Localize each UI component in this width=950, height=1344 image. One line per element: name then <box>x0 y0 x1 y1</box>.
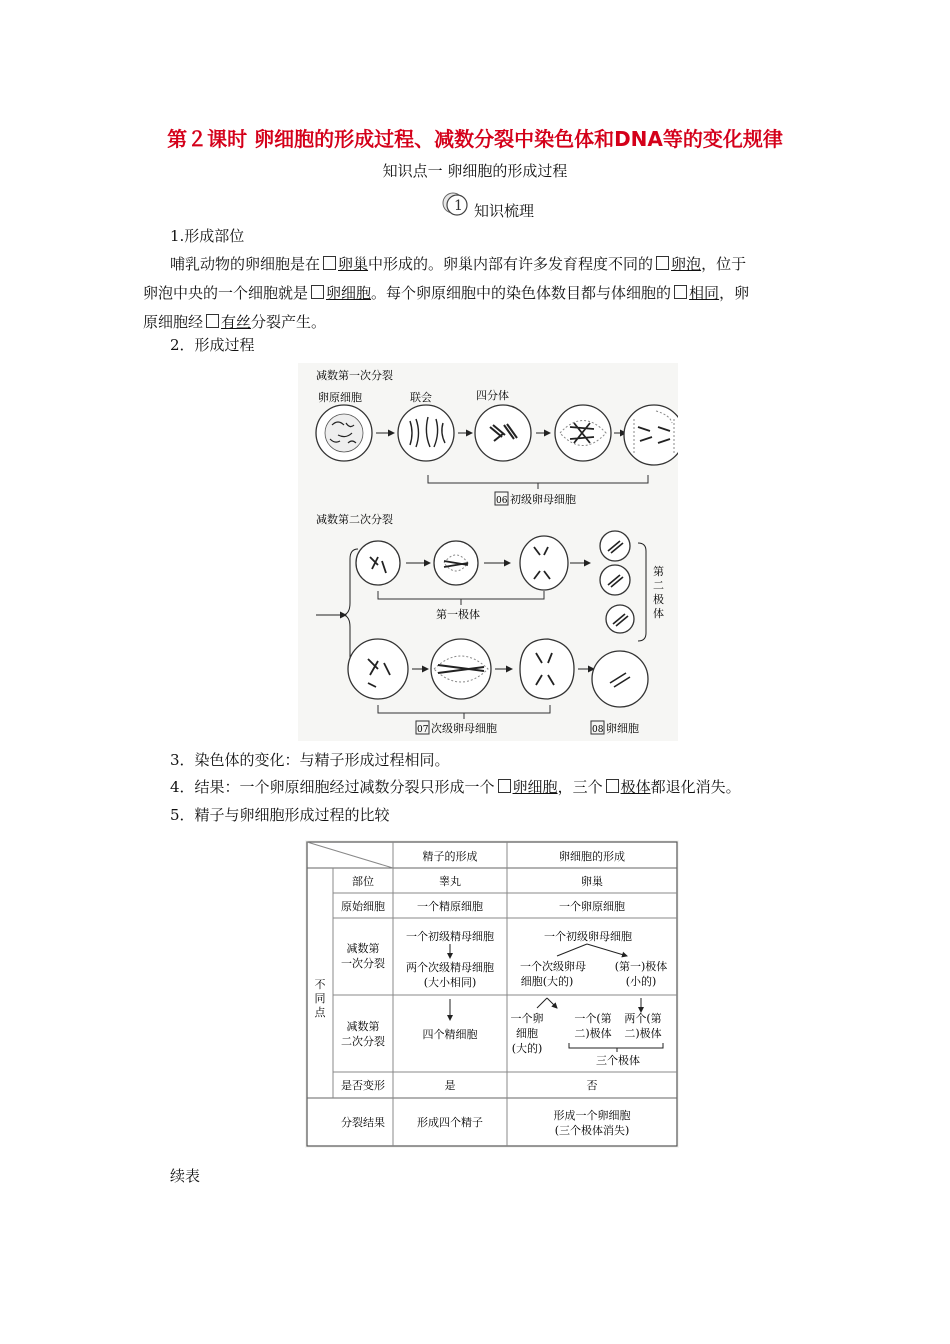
cell-secondary-oocyte <box>348 639 408 699</box>
tetrad-label: 四分体 <box>476 389 509 402</box>
cell-m2-egg-e: 二)极体 <box>574 1027 612 1040</box>
section-heading: 知识点一 卵细胞的形成过程 <box>382 162 568 180</box>
row-deform: 是否变形 <box>341 1079 385 1092</box>
cell-m1-egg-e: (小的) <box>625 975 657 988</box>
continued-label: 续表 <box>170 1167 201 1185</box>
bracket2-number: 07 <box>417 725 429 735</box>
blank-box-icon <box>498 779 511 793</box>
blank-box-icon <box>606 779 619 793</box>
page-title: 第２课时 卵细胞的形成过程、减数分裂中染色体和DNA等的变化规律 <box>167 127 783 151</box>
bracket1-number: 06 <box>496 496 508 506</box>
cell-metaphase1 <box>555 405 611 461</box>
col-sperm: 精子的形成 <box>422 850 478 863</box>
cell-deform-egg: 否 <box>586 1079 598 1092</box>
cell-m2-egg-h: 三个极体 <box>596 1054 640 1067</box>
cell-synapsis <box>398 405 454 461</box>
cell-result-sperm: 形成四个精子 <box>417 1116 483 1129</box>
stage2-label: 减数第二次分裂 <box>316 513 393 526</box>
blank-box-icon <box>311 285 324 299</box>
oogonium-label: 卵原细胞 <box>318 391 362 404</box>
cell-anaphase1 <box>624 405 678 465</box>
answer-ovary: 卵巢 <box>338 255 369 273</box>
cell-deform-sperm: 是 <box>444 1079 456 1092</box>
badge-number: 1 <box>454 198 463 214</box>
item1-heading: 1.形成部位 <box>170 227 245 245</box>
item5: 5．精子与卵细胞形成过程的比较 <box>170 806 390 824</box>
synapsis-label: 联会 <box>410 391 432 404</box>
item3: 3．染色体的变化：与精子形成过程相同。 <box>170 751 450 769</box>
circle-number-icon <box>440 192 474 216</box>
cell-second-polar-a <box>600 531 630 561</box>
col-egg: 卵细胞的形成 <box>559 850 625 863</box>
cell-m2-egg-c: (大的) <box>511 1042 543 1055</box>
cell-m1-egg-a: 一个初级卵母细胞 <box>544 930 632 943</box>
row-site: 部位 <box>352 875 374 888</box>
cell-m2-sperm: 四个精细胞 <box>422 1028 478 1041</box>
cell-m1-egg-b: 一个次级卵母 <box>520 960 586 973</box>
cell-m2-egg-f: 两个(第 <box>624 1012 662 1025</box>
blank-box-icon <box>674 285 687 299</box>
stage1-label: 减数第一次分裂 <box>316 369 393 382</box>
cell-m2-egg-g: 二)极体 <box>624 1027 662 1040</box>
row-result: 分裂结果 <box>341 1116 385 1129</box>
second-polar-label-1: 第 <box>653 565 664 578</box>
cell-secondary-metaphase <box>431 639 491 699</box>
cell-oogonium <box>316 405 372 461</box>
answer-egg-cell: 卵细胞 <box>512 778 558 796</box>
cell-polar1-metaphase <box>434 541 478 585</box>
second-polar-label-4: 体 <box>653 607 664 620</box>
cell-egg <box>592 651 648 707</box>
row-meiosis2-a: 减数第 <box>346 1020 380 1033</box>
cell-site-sperm: 睾丸 <box>439 875 461 888</box>
primary-oocyte-label: 初级卵母细胞 <box>510 493 576 506</box>
egg-label: 卵细胞 <box>606 722 639 735</box>
row-meiosis2-b: 二次分裂 <box>341 1035 385 1048</box>
badge-label: 知识梳理 <box>474 202 535 220</box>
row-meiosis1-a: 减数第 <box>346 942 380 955</box>
cell-m1-sperm-a: 一个初级精母细胞 <box>406 930 494 943</box>
cell-orig-egg: 一个卵原细胞 <box>559 900 625 913</box>
answer-egg: 卵细胞 <box>326 284 372 302</box>
answer-polar-body: 极体 <box>620 778 651 796</box>
comparison-table <box>305 840 679 1148</box>
cell-result-egg-a: 形成一个卵细胞 <box>553 1109 631 1122</box>
answer-same: 相同 <box>689 284 720 302</box>
blank-box-icon <box>206 314 219 328</box>
item1-paragraph: 哺乳动物的卵细胞是在 卵巢中形成的。卵巢内部有许多发育程度不同的 卵泡，位于 卵泡中央的一个细胞就是 卵细胞。每个卵原细胞中的染色体数目都与体细胞的 相同，卵 原细胞经 有丝分裂产生。 <box>143 255 750 331</box>
group-label-2: 同 <box>314 992 326 1005</box>
cell-result-egg-b: (三个极体消失) <box>554 1124 630 1137</box>
answer-follicle: 卵泡 <box>671 255 702 273</box>
cell-secondary-anaphase <box>520 639 574 699</box>
item2-heading: 2．形成过程 <box>170 336 255 354</box>
blank-box-icon <box>323 256 336 270</box>
second-polar-label-2: 二 <box>653 579 664 592</box>
cell-second-polar-c <box>606 605 634 633</box>
row-meiosis1-b: 一次分裂 <box>341 957 385 970</box>
cell-m1-egg-d: (第一)极体 <box>614 960 668 973</box>
second-polar-label-3: 极 <box>653 593 664 606</box>
oogenesis-diagram <box>298 363 678 741</box>
cell-m2-egg-b: 细胞 <box>516 1027 538 1040</box>
answer-mitosis: 有丝 <box>221 313 252 331</box>
cell-m1-egg-c: 细胞(大的) <box>520 975 574 988</box>
group-label-3: 点 <box>314 1006 326 1019</box>
secondary-oocyte-label: 次级卵母细胞 <box>431 722 497 735</box>
cell-orig-sperm: 一个精原细胞 <box>417 900 483 913</box>
cell-polar1-anaphase <box>520 536 568 590</box>
cell-tetrad <box>475 405 531 461</box>
blank-box-icon <box>656 256 669 270</box>
first-polar-label: 第一极体 <box>436 608 480 621</box>
cell-m2-egg-a: 一个卵 <box>510 1012 544 1025</box>
cell-m1-sperm-c: (大小相同) <box>423 976 477 989</box>
group-label-1: 不 <box>314 978 326 991</box>
cell-m1-sperm-b: 两个次级精母细胞 <box>406 961 494 974</box>
cell-second-polar-b <box>600 565 630 595</box>
item4: 4．结果：一个卵原细胞经过减数分裂只形成一个 卵细胞，三个 极体都退化消失。 <box>170 778 741 796</box>
egg-number: 08 <box>592 725 604 735</box>
row-original: 原始细胞 <box>341 900 385 913</box>
cell-polar1 <box>356 541 400 585</box>
cell-site-egg: 卵巢 <box>581 875 603 888</box>
cell-m2-egg-d: 一个(第 <box>574 1012 612 1025</box>
